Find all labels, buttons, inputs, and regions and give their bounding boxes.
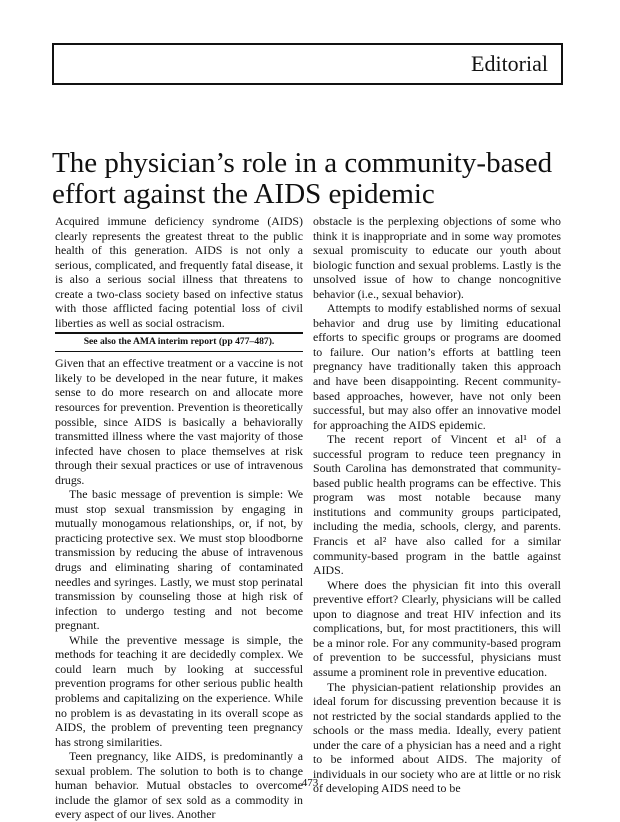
left-column [55, 214, 303, 822]
body-paragraph: Teen pregnancy, like AIDS, is predominantly a sexual problem. The solution to both is to change human behavior. Mutual obstacles to overcome include the glamor of sex sold as a commodity in every aspect of our lives. Another [55, 749, 303, 822]
body-paragraph: Attempts to modify established norms of sexual behavior and drug use by limiting educational efforts to specific groups or programs are doomed to failure. Our nation’s efforts at battling teen pregnancy have traditionally taken this approach and have been disappointing. Recent community-based approaches, however, have not only been successful, but may also offer an innovative model for approaching the AIDS epidemic. [313, 301, 561, 432]
article-title: The physician’s role in a community-based effort against the AIDS epidemic [52, 147, 553, 210]
section-label: Editorial [471, 51, 548, 76]
body-paragraph: Acquired immune deficiency syndrome (AIDS) clearly represents the greatest threat to the public health of this generation. AIDS is not only a serious, complicated, and frequently fatal disease, it is also a serious social illness that threatens to create a two-class society based on infective status with those afflicted facing potential loss of civil liberties as well as social ostracism. [55, 214, 303, 330]
right-column [313, 214, 561, 796]
see-also-note: See also the AMA interim report (pp 477–487). [55, 332, 303, 352]
body-paragraph: The physician-patient relationship provides an ideal forum for discussing prevention because it is not restricted by the social standards applied to the schools or the mass media. Ideally, every patient under the care of a physician has a need and a right to be informed about AIDS. The majority of individuals in our society who are at little or no risk of developing AIDS need to be [313, 679, 561, 796]
body-paragraph: obstacle is the perplexing objections of some who think it is inappropriate and in some way promotes sexual promiscuity to educate our youth about biologic function and sexual problems. Lastly is the unsolved issue of how to change noncognitive behavior (i.e., sexual behavior). [313, 214, 561, 301]
body-paragraph: The recent report of Vincent et al¹ of a successful program to reduce teen pregnancy in South Carolina has demonstrated that community-based public health programs can be effective. This program was most notable because many institutions and community groups participated, including the media, schools, clergy, and parents. Francis et al² have also called for a similar community-based program in the battle against AIDS. [313, 432, 561, 578]
page-number: 473 [301, 777, 319, 789]
body-paragraph: While the preventive message is simple, the methods for teaching it are decidedly complex. We could learn much by looking at successful prevention programs for other serious public health problems and capitalizing on the experience. While no problem is as devastating in its overall scope as AIDS, the problem of preventing teen pregnancy has strong similarities. [55, 632, 303, 749]
body-paragraph: The basic message of prevention is simple: We must stop sexual transmission by engaging in mutually monogamous relationships, or, if not, by practicing protective sex. We must stop bloodborne transmission by reducing the abuse of intravenous drugs and eliminating sharing of contaminated needles and syringes. Lastly, we must stop perinatal transmission by counseling those at high risk of infection to undergo testing and not become pregnant. [55, 487, 303, 633]
body-paragraph: Given that an effective treatment or a vaccine is not likely to be developed in the near future, it makes sense to do more research on and allocate more resources for prevention. Prevention is theoretically possible, since AIDS is basically a behaviorally transmitted illness where the vast majority of those infected have chosen to place themselves at risk through their sexual practices or use of intravenous drugs. [55, 356, 303, 487]
body-paragraph: Where does the physician fit into this overall preventive effort? Clearly, physicians will be called upon to diagnose and treat HIV infection and its complications, but, for most practitioners, this will be a minor role. For any community-based program of prevention to be successful, physicians must assume a prominent role in preventive education. [313, 577, 561, 679]
section-header-box [52, 43, 563, 85]
